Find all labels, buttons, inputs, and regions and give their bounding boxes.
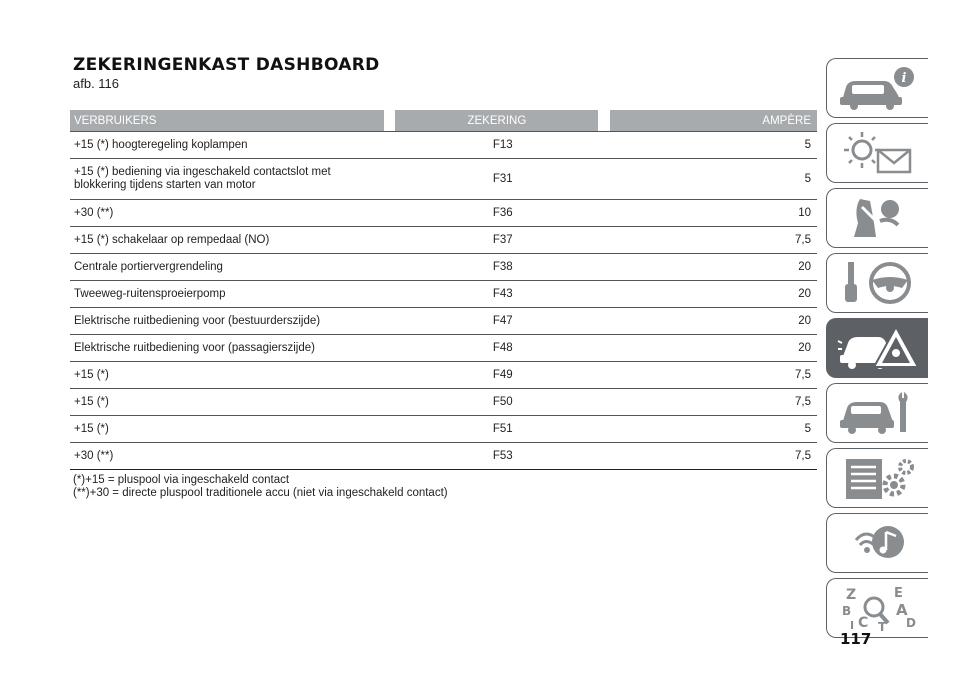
index-letter: T <box>877 620 886 633</box>
chapter-tab-index[interactable] <box>826 578 928 638</box>
consumer-line-1: +15 (*) bediening via ingeschakeld contactslot met <box>74 166 331 178</box>
table-row <box>70 416 817 443</box>
index-letter: I <box>849 619 854 632</box>
chapter-tab-vehicle-knowledge[interactable] <box>826 58 928 118</box>
consumer-cell <box>70 159 395 200</box>
consumer-cell: +15 (*) hoogteregeling koplampen <box>70 131 395 159</box>
chapter-tab-technical-data[interactable] <box>826 448 928 508</box>
ampere-cell: 5 <box>610 131 817 159</box>
fuse-cell: F53 <box>395 443 610 470</box>
fuse-cell: F31 <box>395 159 610 200</box>
ampere-cell: 20 <box>610 308 817 335</box>
warning-lights-icon <box>836 128 920 178</box>
consumer-cell: +15 (*) schakelaar op rempedaal (NO) <box>70 227 395 254</box>
ampere-cell: 10 <box>610 200 817 227</box>
svg-text:i: i <box>901 71 906 86</box>
table-row <box>70 443 817 470</box>
figure-reference: afb. 116 <box>73 76 120 91</box>
fuse-cell: F51 <box>395 416 610 443</box>
airbag-seat-icon <box>836 193 920 243</box>
fuse-cell: F38 <box>395 254 610 281</box>
index-letter: A <box>895 601 908 619</box>
fuse-cell: F48 <box>395 335 610 362</box>
key-steering-wheel-icon <box>836 258 920 308</box>
fuse-cell: F50 <box>395 389 610 416</box>
chapter-tab-safety[interactable] <box>826 188 928 248</box>
table-row <box>70 281 817 308</box>
chapter-sidebar <box>826 58 928 643</box>
fuse-cell: F43 <box>395 281 610 308</box>
ampere-cell: 20 <box>610 281 817 308</box>
car-info-icon <box>836 63 920 113</box>
index-letter: D <box>905 616 916 630</box>
table-row <box>70 254 817 281</box>
consumer-cell: +30 (**) <box>70 443 395 470</box>
ampere-cell: 20 <box>610 335 817 362</box>
fuse-cell: F47 <box>395 308 610 335</box>
consumer-cell: +15 (*) <box>70 362 395 389</box>
fuse-cell: F49 <box>395 362 610 389</box>
table-row <box>70 308 817 335</box>
index-letter: C <box>857 615 868 631</box>
specifications-gear-icon <box>836 453 920 503</box>
index-letter: E <box>893 586 903 601</box>
breakdown-warning-icon <box>836 323 920 373</box>
ampere-cell: 7,5 <box>610 227 817 254</box>
ampere-cell: 5 <box>610 159 817 200</box>
table-row <box>70 131 817 159</box>
footnote-plus30: (**)+30 = directe pluspool traditionele accu (niet via ingeschakeld contact) <box>73 487 448 499</box>
fuse-cell: F37 <box>395 227 610 254</box>
column-header-fuse: ZEKERING <box>395 110 598 131</box>
footnote-plus15: (*)+15 = pluspool via ingeschakeld contact <box>73 474 290 486</box>
consumer-cell: Tweeweg-ruitensproeierpomp <box>70 281 395 308</box>
consumer-cell: Elektrische ruitbediening voor (passagierszijde) <box>70 335 395 362</box>
table-row <box>70 227 817 254</box>
column-header-consumers: VERBRUIKERS <box>70 110 384 131</box>
ampere-cell: 7,5 <box>610 362 817 389</box>
page-number: 117 <box>840 630 872 648</box>
alphabetical-index-icon <box>836 583 920 633</box>
ampere-cell: 20 <box>610 254 817 281</box>
ampere-cell: 7,5 <box>610 389 817 416</box>
fuse-cell: F13 <box>395 131 610 159</box>
car-maintenance-icon <box>836 388 920 438</box>
chapter-tab-maintenance[interactable] <box>826 383 928 443</box>
consumer-cell: +30 (**) <box>70 200 395 227</box>
consumer-line-2: blokkering tijdens starten van motor <box>74 179 256 191</box>
table-header-row <box>70 110 817 131</box>
fuse-table <box>70 110 817 470</box>
consumer-cell: +15 (*) <box>70 389 395 416</box>
table-row <box>70 335 817 362</box>
table-row <box>70 159 817 200</box>
chapter-tab-multimedia[interactable] <box>826 513 928 573</box>
page-title: ZEKERINGENKAST DASHBOARD <box>73 55 380 75</box>
ampere-cell: 5 <box>610 416 817 443</box>
chapter-tab-emergency[interactable] <box>826 318 928 378</box>
footnotes <box>73 474 448 500</box>
chapter-tab-starting-driving[interactable] <box>826 253 928 313</box>
table-row <box>70 362 817 389</box>
multimedia-music-icon <box>836 518 920 568</box>
fuse-cell: F36 <box>395 200 610 227</box>
index-letter: Z <box>845 587 856 603</box>
index-letter: B <box>841 604 851 618</box>
ampere-cell: 7,5 <box>610 443 817 470</box>
table-row <box>70 389 817 416</box>
consumer-cell: Centrale portiervergrendeling <box>70 254 395 281</box>
consumer-cell: +15 (*) <box>70 416 395 443</box>
chapter-tab-dashboard[interactable] <box>826 123 928 183</box>
table-row <box>70 200 817 227</box>
consumer-cell: Elektrische ruitbediening voor (bestuurderszijde) <box>70 308 395 335</box>
column-header-ampere: AMPÈRE <box>610 110 817 131</box>
